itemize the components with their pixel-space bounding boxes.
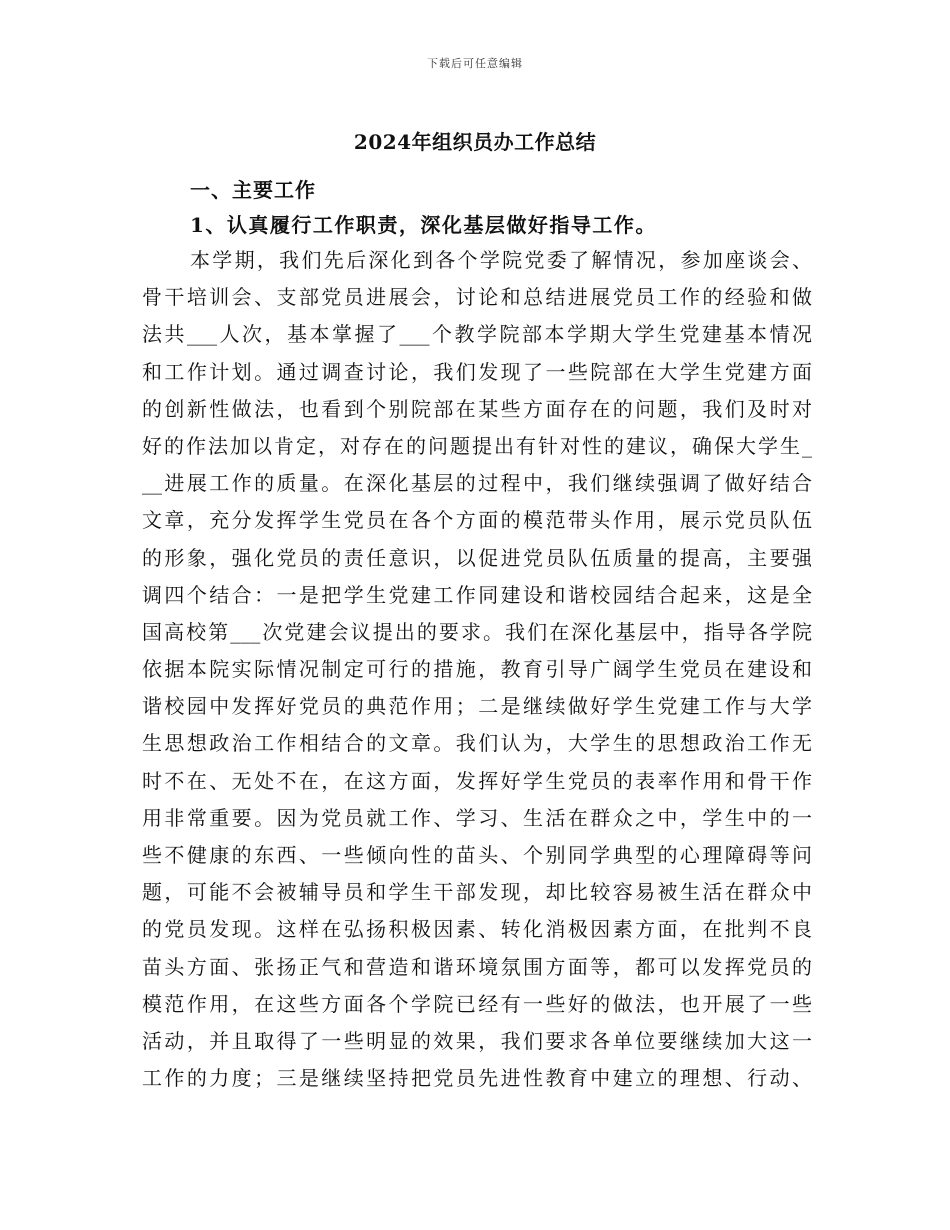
paragraph-line: 题，可能不会被辅导员和学生干部发现，却比较容易被生活在群众中 [142,880,812,905]
paragraph-line: 的形象，强化党员的责任意识，以促进党员队伍质量的提高，主要强 [142,545,812,570]
paragraph-line: __进展工作的质量。在深化基层的过程中，我们继续强调了做好结合 [142,471,812,496]
paragraph-line: 活动，并且取得了一些明显的效果，我们要求各单位要继续加大这一 [142,1028,812,1053]
paragraph-line: 的创新性做法，也看到个别院部在某些方面存在的问题，我们及时对 [142,396,812,421]
paragraph-line: 谐校园中发挥好党员的典范作用；二是继续做好学生党建工作与大学 [142,694,812,719]
paragraph-line: 法共___人次，基本掌握了___个教学院部本学期大学生党建基本情况 [142,322,812,347]
paragraph-line: 用非常重要。因为党员就工作、学习、生活在群众之中，学生中的一 [142,805,812,830]
paragraph-line: 依据本院实际情况制定可行的措施，教育引导广阔学生党员在建设和 [142,657,812,682]
paragraph-line: 时不在、无处不在，在这方面，发挥好学生党员的表率作用和骨干作 [142,768,812,793]
paragraph-line: 国高校第___次党建会议提出的要求。我们在深化基层中，指导各学院 [142,619,812,644]
paragraph-line: 调四个结合：一是把学生党建工作同建设和谐校园结合起来，这是全 [142,582,812,607]
paragraph-line: 骨干培训会、支部党员进展会，讨论和总结进展党员工作的经验和做 [142,285,812,310]
document-title: 2024年组织员办工作总结 [353,130,597,154]
section-heading: 一、主要工作 [190,178,316,202]
paragraph-line: 模范作用，在这些方面各个学院已经有一些好的做法，也开展了一些 [142,991,812,1016]
paragraph-line: 工作的力度；三是继续坚持把党员先进性教育中建立的理想、行动、 [142,1066,812,1091]
header-note: 下载后可任意编辑 [427,57,523,70]
paragraph-line: 些不健康的东西、一些倾向性的苗头、个别同学典型的心理障碍等问 [142,843,812,867]
sub-heading: 1、认真履行工作职责，深化基层做好指导工作。 [190,213,657,237]
paragraph-line: 的党员发现。这样在弘扬积极因素、转化消极因素方面，在批判不良 [142,917,812,942]
paragraph-line: 苗头方面、张扬正气和营造和谐环境氛围方面等，都可以发挥党员的 [142,954,812,979]
paragraph-line: 本学期，我们先后深化到各个学院党委了解情况，参加座谈会、 [190,248,812,272]
body-paragraph [142,242,812,1097]
paragraph-line: 和工作计划。通过调查讨论，我们发现了一些院部在大学生党建方面 [142,359,812,384]
paragraph-line: 生思想政治工作相结合的文章。我们认为，大学生的思想政治工作无 [142,731,812,756]
paragraph-line: 好的作法加以肯定，对存在的问题提出有针对性的建议，确保大学生_ [142,433,812,458]
paragraph-line: 文章，充分发挥学生党员在各个方面的模范带头作用，展示党员队伍 [142,508,812,533]
